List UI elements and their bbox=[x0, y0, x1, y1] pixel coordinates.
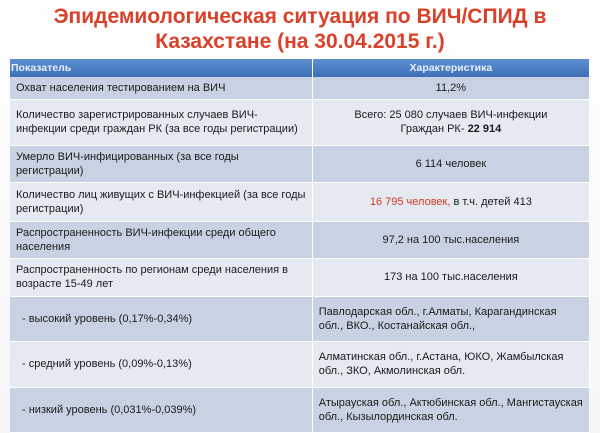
value-line2-prefix: Граждан РК- bbox=[400, 123, 468, 136]
slide-title bbox=[20, 4, 580, 54]
row-value: Алматинская обл., г.Астана, ЮКО, Жамбылская обл., ЗКО, Акмолинская обл. bbox=[312, 342, 589, 387]
value-rest: в т.ч. детей 413 bbox=[450, 196, 532, 209]
table-row bbox=[10, 342, 590, 387]
row-indicator: Распространенность ВИЧ-инфекции среди общего населения bbox=[10, 222, 312, 259]
table-row bbox=[10, 296, 590, 341]
slide-title-line1: Эпидемиологическая ситуация по ВИЧ/СПИД в bbox=[53, 5, 547, 28]
row-indicator: Количество зарегистрированных случаев ВИЧ-инфекции среди граждан РК (за все годы регистрации) bbox=[10, 100, 312, 145]
value-line2-number: 22 914 bbox=[467, 123, 502, 136]
row-value: 97,2 на 100 тыс.населения bbox=[312, 222, 589, 259]
row-indicator: Количество лиц живущих с ВИЧ-инфекцией (за все годы регистрации) bbox=[10, 182, 312, 221]
header-indicator: Показатель bbox=[10, 59, 312, 77]
header-characteristic: Характеристика bbox=[312, 59, 589, 77]
row-value: Павлодарская обл., г.Алматы, Карагандинская обл., ВКО., Костанайская обл., bbox=[312, 296, 589, 341]
table-row bbox=[10, 145, 590, 182]
row-indicator: - высокий уровень (0,17%-0,34%) bbox=[10, 296, 312, 341]
row-value: Атырауская обл., Актюбинская обл., Мангистауская обл., Кызылординская обл. bbox=[312, 387, 589, 432]
table-row bbox=[10, 100, 590, 145]
row-value: 173 на 100 тыс.населения bbox=[312, 259, 589, 296]
row-indicator: Умерло ВИЧ-инфицированных (за все годы регистрации) bbox=[10, 145, 312, 182]
row-indicator: Распространенность по регионам среди населения в возрасте 15-49 лет bbox=[10, 259, 312, 296]
table-row bbox=[10, 77, 590, 100]
row-indicator: - низкий уровень (0,031%-0,039%) bbox=[10, 387, 312, 432]
table-row bbox=[10, 222, 590, 259]
epidemiology-table bbox=[10, 59, 590, 433]
table-row bbox=[10, 387, 590, 432]
value-line1: Всего: 25 080 случаев ВИЧ-инфекции bbox=[354, 109, 548, 122]
row-value bbox=[312, 182, 589, 221]
row-indicator: Охват населения тестированием на ВИЧ bbox=[10, 77, 312, 100]
table-header-row bbox=[10, 59, 590, 77]
value-highlight: 16 795 человек, bbox=[369, 196, 451, 209]
table-row bbox=[10, 182, 590, 221]
table-row bbox=[10, 259, 590, 296]
row-value: 11,2% bbox=[312, 77, 589, 100]
row-indicator: - средний уровень (0,09%-0,13%) bbox=[10, 342, 312, 387]
row-value: 6 114 человек bbox=[312, 145, 589, 182]
row-value bbox=[312, 100, 589, 145]
slide-title-line2: Казахстане (на 30.04.2015 г.) bbox=[155, 30, 445, 53]
value-line2 bbox=[319, 122, 583, 136]
